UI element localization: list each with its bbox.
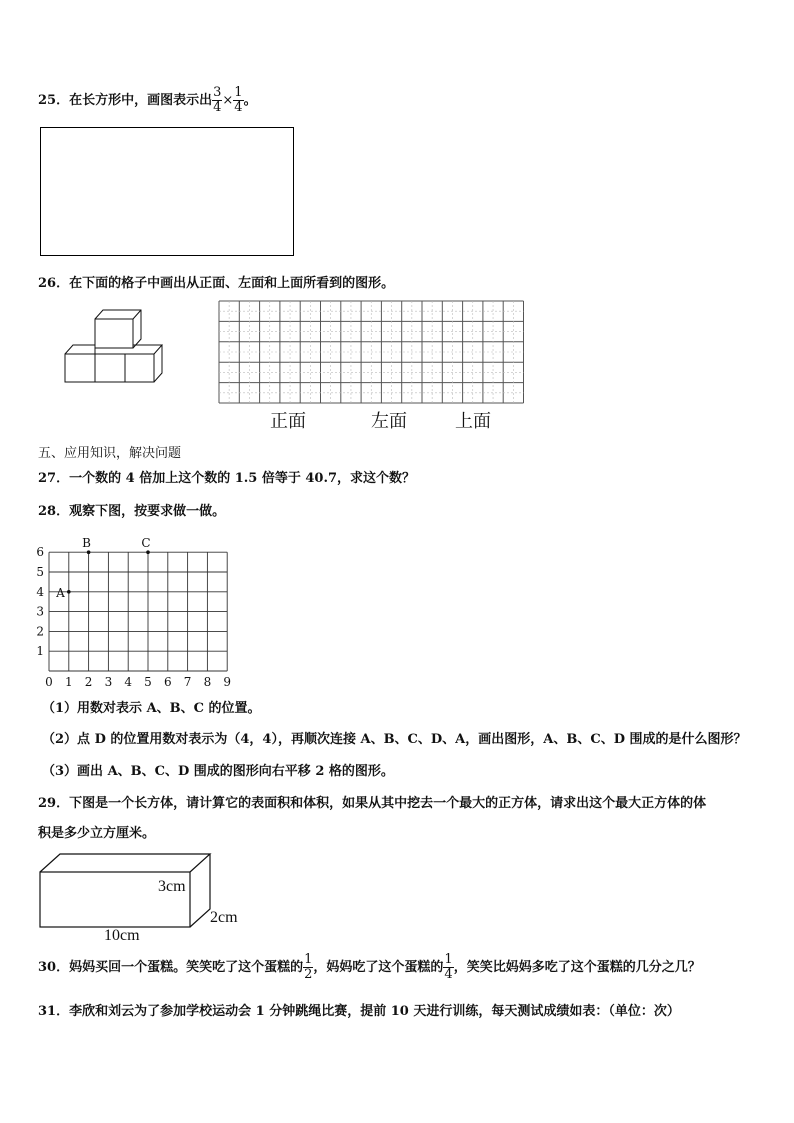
x-tick-label: 9: [223, 675, 232, 689]
x-tick-label: 2: [84, 675, 93, 689]
question-27: [38, 467, 415, 486]
question-text: 李欣和刘云为了参加学校运动会 1 分钟跳绳比赛，提前 10 天进行训练，每天测试成绩如表：（单位：次）: [69, 1004, 680, 1019]
x-tick-label: 3: [104, 675, 113, 689]
question-number: 31．: [38, 1004, 70, 1019]
x-tick-label: 4: [124, 675, 133, 689]
coordinate-grid: [30, 522, 240, 692]
question-28: [38, 500, 225, 519]
view-label-top: 上面: [455, 411, 491, 432]
fraction-one-quarter: $\frac{1}{4}$: [444, 952, 453, 982]
question-number: 27．: [38, 471, 70, 486]
question-29: [38, 792, 706, 811]
fraction-three-quarters: $\frac{3}{4}$: [213, 85, 222, 115]
answer-rectangle: [40, 127, 294, 256]
question-text-line1: 下图是一个长方体，请计算它的表面积和体积，如果从其中挖去一个最大的正方体，请求出这个最大正方体的体: [69, 796, 707, 811]
question-30: 30．妈妈买回一个蛋糕。笑笑吃了这个蛋糕的 $\frac{1}{2}$ ，妈妈吃了这个蛋糕的 $\frac{1}{4}$ ，笑笑比妈妈多吃了这个蛋糕的几分之几？: [38, 952, 701, 982]
point-B: [87, 550, 91, 554]
y-tick-label: 3: [36, 604, 44, 619]
y-tick-label: 6: [36, 545, 44, 560]
cuboid-length-label: 10cm: [104, 927, 140, 944]
point-A: [67, 590, 71, 594]
multiply-sign: ×: [222, 93, 234, 108]
fraction-one-half: $\frac{1}{2}$: [304, 952, 313, 982]
question-number: 30．: [38, 960, 70, 975]
cuboid-height-label: 3cm: [158, 878, 186, 895]
three-view-grid: [219, 301, 525, 405]
q28-sub2: （2）点 D 的位置用数对表示为（4，4），再顺次连接 A、B、C、D、A，画出图形，A、B、C、D 围成的是什么图形？: [42, 732, 747, 747]
question-29-line2: 积是多少立方厘米。: [38, 826, 156, 841]
view-label-front: 正面: [270, 411, 306, 432]
cube-stack-figure: [60, 314, 170, 386]
x-tick-label: 1: [64, 675, 73, 689]
point-label-C: C: [141, 536, 151, 551]
cuboid-depth-label: 2cm: [210, 909, 238, 926]
view-label-left: 左面: [371, 411, 407, 432]
cuboid-figure: [38, 852, 258, 947]
y-tick-label: 2: [36, 624, 44, 639]
question-26: [38, 272, 394, 291]
question-text: 观察下图，按要求做一做。: [69, 504, 226, 519]
x-tick-label: 5: [144, 675, 152, 689]
point-label-B: B: [82, 536, 92, 551]
point-label-A: A: [56, 585, 65, 600]
point-C: [146, 550, 150, 554]
fraction-one-quarter: $\frac{1}{4}$: [234, 85, 243, 115]
y-tick-label: 5: [36, 565, 44, 579]
question-number: 28．: [38, 504, 70, 519]
question-text: 一个数的 4 倍加上这个数的 1.5 倍等于 40.7，求这个数？: [69, 471, 416, 486]
question-number: 26．: [38, 276, 70, 291]
q28-sub3: （3）画出 A、B、C、D 围成的图形向右平移 2 格的图形。: [42, 764, 394, 779]
x-tick-label: 7: [183, 675, 192, 689]
x-tick-label: 6: [163, 675, 172, 689]
question-number: 29．: [38, 796, 70, 811]
question-number: 25．: [38, 93, 70, 108]
question-text: 在长方形中，画图表示出: [69, 93, 213, 108]
x-tick-label: 0: [45, 675, 53, 689]
question-text: 在下面的格子中画出从正面、左面和上面所看到的图形。: [69, 276, 395, 291]
y-tick-label: 1: [36, 644, 44, 659]
section-title: 五、应用知识，解决问题: [38, 446, 182, 461]
y-tick-label: 4: [36, 584, 44, 599]
question-25: 25．在长方形中，画图表示出 $\frac{3}{4}$ × $\frac{1}{4}$ 。: [38, 85, 257, 115]
question-31: [38, 1000, 680, 1019]
q28-sub1: （1）用数对表示 A、B、C 的位置。: [42, 701, 261, 716]
x-tick-label: 8: [203, 675, 212, 689]
